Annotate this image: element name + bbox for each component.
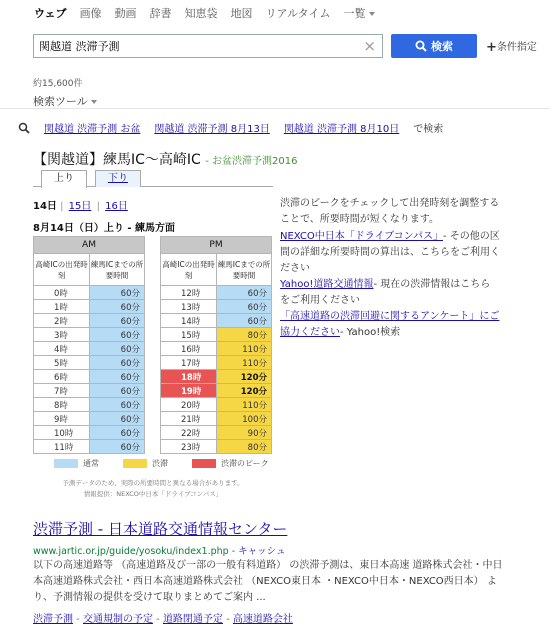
table-row (161, 300, 272, 314)
nav-map[interactable]: 地図 (230, 7, 253, 20)
related-search-link[interactable]: 関越道 渋滞予測 8月10日 (283, 124, 400, 135)
table-row (34, 356, 145, 370)
sublink[interactable]: 高速道路会社 (232, 614, 293, 625)
table-row (161, 426, 272, 440)
departure-time: 19時 (161, 384, 217, 398)
departure-time: 16時 (161, 342, 217, 356)
direction-tabs (33, 170, 273, 187)
departure-time: 6時 (34, 370, 90, 384)
table-row (161, 342, 272, 356)
table-row (34, 300, 145, 314)
legend-label: 渋滞 (152, 459, 168, 468)
departure-time: 0時 (34, 286, 90, 300)
travel-duration: 110分 (217, 342, 272, 356)
date-selector: 14日 | 15日 | 16日 (33, 201, 128, 212)
travel-duration: 100分 (217, 412, 272, 426)
departure-time: 1時 (34, 300, 90, 314)
travel-duration: 60分 (90, 286, 145, 300)
conditions-label: 条件指定 (496, 42, 537, 53)
side-text: - 現在の渋滞情報はこちらをご利用ください (280, 279, 491, 306)
search-box (33, 34, 383, 58)
yahoo-traffic-link[interactable]: Yahoo!道路交通情報 (280, 279, 374, 290)
disclaimer: 予測データのため、実際の所要時間と異なる場合があります。 (62, 479, 244, 487)
travel-duration: 60分 (90, 300, 145, 314)
clear-icon[interactable]: × (363, 37, 376, 55)
departure-time: 3時 (34, 328, 90, 342)
travel-duration: 110分 (217, 398, 272, 412)
table-row (161, 398, 272, 412)
travel-duration: 60分 (217, 314, 272, 328)
sublink[interactable]: 道路閉通予定 (162, 614, 223, 625)
table-row (161, 328, 272, 342)
sublink[interactable]: 渋滞予測 (33, 614, 73, 625)
table-row (161, 440, 272, 454)
table-row (34, 314, 145, 328)
side-block-nexco (280, 229, 500, 277)
nav-web[interactable]: ウェブ (34, 7, 67, 20)
related-suffix: で検索 (413, 124, 444, 135)
legend-label: 通常 (83, 459, 99, 468)
card-title (33, 149, 298, 169)
result-sublinks: 渋滞予測 - 交通規制の予定 - 道路閉通予定 - 高速道路会社 (33, 614, 293, 625)
table-row (34, 426, 145, 440)
travel-duration: 60分 (90, 328, 145, 342)
side-description: 渋滞のピークをチェックして出発時刻を調整することで、所要時間が短くなります。 (280, 198, 500, 225)
nav-dictionary[interactable]: 辞書 (149, 7, 172, 20)
result-url-text: www.jartic.or.jp/guide/yosoku/index1.php (33, 546, 229, 557)
search-vertical-nav (0, 0, 550, 26)
departure-time: 5時 (34, 356, 90, 370)
travel-duration: 60分 (90, 384, 145, 398)
table-row (34, 384, 145, 398)
table-row (34, 342, 145, 356)
source-note: 情報提供：NEXCO中日本「ドライブコンパス」 (83, 490, 223, 498)
nav-image[interactable]: 画像 (79, 7, 102, 20)
col-duration: 練馬ICまでの所要時間 (217, 254, 272, 286)
departure-time: 23時 (161, 440, 217, 454)
departure-time: 4時 (34, 342, 90, 356)
travel-duration: 120分 (217, 370, 272, 384)
travel-duration: 60分 (90, 398, 145, 412)
side-text: - Yahoo!検索 (340, 327, 401, 338)
pm-table (160, 236, 272, 454)
search-button[interactable] (391, 34, 477, 58)
table-row (34, 412, 145, 426)
travel-duration: 60分 (90, 314, 145, 328)
sublink[interactable]: 交通規制の予定 (82, 614, 153, 625)
table-row (161, 356, 272, 370)
legend (54, 458, 269, 469)
travel-duration: 80分 (217, 440, 272, 454)
nexco-link[interactable]: NEXCO中日本「ドライブコンパス」 (280, 231, 443, 242)
side-block-yahoo-traffic (280, 277, 500, 309)
legend-swatch-jam (123, 459, 147, 468)
departure-time: 12時 (161, 286, 217, 300)
departure-time: 11時 (34, 440, 90, 454)
card-subtitle: - お盆渋滞予測2016 (205, 156, 298, 167)
result-title-link[interactable]: 渋滞予測 - 日本道路交通情報センター (33, 520, 288, 538)
am-header: AM (34, 237, 145, 254)
related-search-link[interactable]: 関越道 渋滞予測 8月13日 (154, 124, 270, 135)
travel-duration: 60分 (90, 426, 145, 440)
legend-swatch-normal (54, 459, 78, 468)
nav-video[interactable]: 動画 (114, 7, 137, 20)
search-input[interactable] (39, 40, 359, 53)
travel-duration: 60分 (90, 440, 145, 454)
travel-duration: 60分 (90, 342, 145, 356)
table-row (161, 384, 272, 398)
travel-duration: 60分 (90, 370, 145, 384)
magnifier-icon (18, 122, 30, 134)
table-row (34, 440, 145, 454)
travel-duration: 60分 (90, 412, 145, 426)
cache-link[interactable]: キャッシュ (238, 546, 286, 557)
search-icon (415, 40, 427, 52)
card-title-main: 【関越道】練馬IC〜高崎IC (33, 152, 201, 168)
conditions-link[interactable] (486, 38, 537, 55)
side-text: - その他の区間の詳細な所要時間の算出は、こちらをご利用ください (280, 231, 500, 274)
date-link[interactable]: 16日 (105, 201, 128, 212)
date-current: 14日 (33, 201, 57, 212)
day-title: 8月14日（日）上り - 練馬方面 (33, 223, 175, 234)
table-row (34, 370, 145, 384)
table-row (161, 314, 272, 328)
plus-icon: + (486, 40, 497, 55)
travel-duration: 60分 (217, 286, 272, 300)
nav-chiebukuro[interactable]: 知恵袋 (184, 7, 218, 20)
am-table (33, 236, 145, 454)
side-block-survey (280, 309, 500, 341)
survey-link[interactable]: 「高速道路の渋滞回避に関するアンケート」にご協力ください (280, 311, 500, 338)
departure-time: 2時 (34, 314, 90, 328)
result-url: www.jartic.or.jp/guide/yosoku/index1.php - キャッシュ (33, 546, 286, 557)
departure-time: 20時 (161, 398, 217, 412)
departure-time: 15時 (161, 328, 217, 342)
departure-time: 7時 (34, 384, 90, 398)
departure-time: 22時 (161, 426, 217, 440)
departure-time: 13時 (161, 300, 217, 314)
col-departure: 高崎ICの出発時刻 (161, 254, 217, 286)
departure-time: 18時 (161, 370, 217, 384)
nav-realtime[interactable]: リアルタイム (265, 7, 331, 20)
departure-time: 9時 (34, 412, 90, 426)
table-row (34, 286, 145, 300)
tab-outbound[interactable]: 下り (95, 170, 141, 187)
search-tools-dropdown[interactable]: 検索ツール (33, 93, 97, 109)
table-row (161, 286, 272, 300)
legend-label: 渋滞のピーク (221, 459, 269, 468)
table-row (34, 398, 145, 412)
departure-time: 10時 (34, 426, 90, 440)
result-count: 約15,600件 (33, 79, 83, 89)
table-row (161, 412, 272, 426)
related-searches (18, 120, 443, 135)
travel-duration: 120分 (217, 384, 272, 398)
travel-duration: 60分 (217, 300, 272, 314)
legend-swatch-peak (192, 459, 216, 468)
col-duration: 練馬ICまでの所要時間 (90, 254, 145, 286)
departure-time: 8時 (34, 398, 90, 412)
date-link[interactable]: 15日 (68, 201, 92, 212)
departure-time: 17時 (161, 356, 217, 370)
tab-inbound[interactable]: 上り (41, 170, 87, 188)
divider (0, 108, 550, 109)
departure-time: 21時 (161, 412, 217, 426)
table-row (161, 370, 272, 384)
col-departure: 高崎ICの出発時刻 (34, 254, 90, 286)
travel-duration: 110分 (217, 356, 272, 370)
travel-duration: 60分 (90, 356, 145, 370)
table-row (34, 328, 145, 342)
departure-time: 14時 (161, 314, 217, 328)
nav-more-dropdown[interactable]: 一覧 (343, 5, 375, 21)
search-button-label: 検索 (431, 40, 453, 53)
pm-header: PM (161, 237, 272, 254)
result-snippet: 以下の高速道路等 （高速道路及び一部の一般有料道路） の渋滞予測は、東日本高速 道路株式会社・中日本高速道路株式会社・西日本高速道路株式会社 （NEXCO東日本 ・NEXCO中日本・NEXCO西日本） より、予測情報の提供を受けて取りまとめてご案内 ... (33, 560, 503, 603)
travel-duration: 80分 (217, 328, 272, 342)
travel-duration: 90分 (217, 426, 272, 440)
related-search-link[interactable]: 関越道 渋滞予測 お盆 (44, 124, 141, 135)
